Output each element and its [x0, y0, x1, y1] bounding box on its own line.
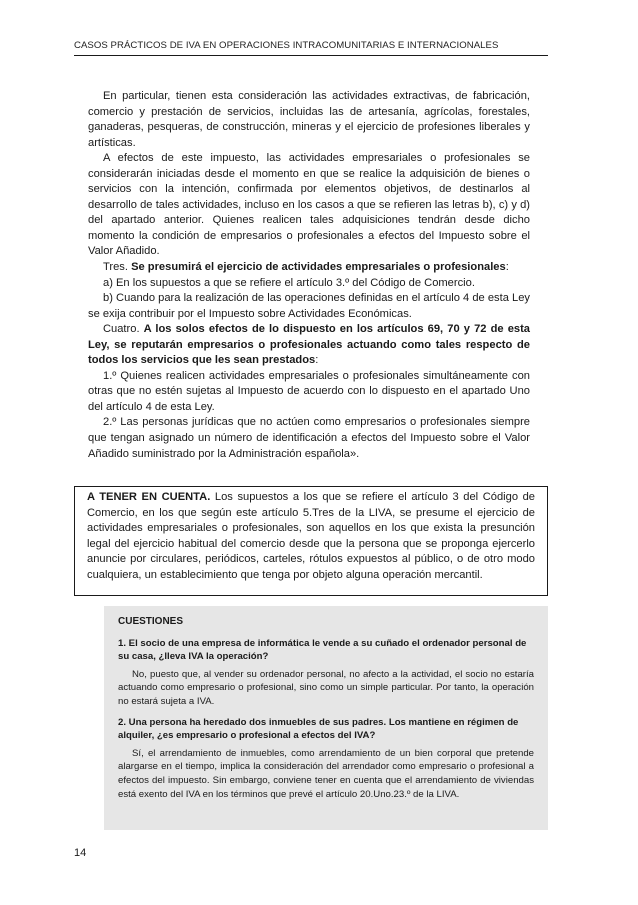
page-number: 14: [74, 847, 87, 859]
paragraph-item-b: b) Cuando para la realización de las operaciones definidas en el artículo 4 de esta Ley se exija contribuir por el Impuesto sobre Actividades Económicas.: [88, 292, 530, 320]
cuatro-prefix: Cuatro.: [103, 323, 144, 336]
note-lead: A TENER EN CUENTA.: [87, 491, 211, 503]
paragraph-item-a: a) En los supuestos a que se refiere el artículo 3.º del Código de Comercio.: [103, 276, 475, 289]
questions-title: CUESTIONES: [118, 616, 184, 627]
tres-bold: Se presumirá el ejercicio de actividades empresariales o profesionales: [131, 261, 506, 274]
running-header: CASOS PRÁCTICOS DE IVA EN OPERACIONES INTRACOMUNITARIAS E INTERNACIONALES: [74, 40, 499, 51]
question-2: 2. Una persona ha heredado dos inmuebles de sus padres. Los mantiene en régimen de alquiler, ¿es empresario o profesional a efectos del IVA?: [118, 716, 519, 742]
question-1: 1. El socio de una empresa de informática le vende a su cuñado el ordenador personal de su casa, ¿lleva IVA la operación?: [118, 637, 527, 663]
tres-suffix: :: [505, 261, 509, 274]
questions-box: [104, 606, 548, 830]
answer-1: No, puesto que, al vender su ordenador personal, no afecto a la actividad, el socio no estaría actuando como empresario o profesional, sino como un simple particular. Por tanto, la operación no estará sujeta a IVA.: [118, 668, 534, 707]
note-text: Los supuestos a los que se refiere el artículo 3 del Código de Comercio, en los que según este artículo 5.Tres de la LIVA, se presume el ejercicio de actividades empresariales o profesionales, son aquellos en los que exista la presunción legal del ejercicio habitual del comercio desde que la persona que se proponga ejercerlo anuncie por circulares, periódicos, carteles, rótulos expuestos al público, o de otro modo cualquiera, un establecimiento que tenga por objeto alguna operación mercantil.: [87, 491, 535, 581]
note-box: [74, 486, 548, 596]
paragraph-tres: [88, 260, 530, 276]
paragraph-cuatro: [88, 322, 530, 369]
cuatro-bold: A los solos efectos de lo dispuesto en los artículos 69, 70 y 72 de esta Ley, se reputarán empresarios o profesionales actuando como tales respecto de todos los servicios que les sean prestados: [88, 323, 530, 367]
paragraph-activities: En particular, tienen esta consideración las actividades extractivas, de fabricación, comercio y prestación de servicios, incluidas las de artesanía, agrícolas, forestales, ganaderas, pesqueras, de construcción, mineras y el ejercicio de profesiones liberales y artísticas.: [88, 90, 530, 149]
tres-prefix: Tres.: [103, 261, 132, 274]
answer-2: Sí, el arrendamiento de inmuebles, como arrendamiento de un bien corporal que pretende alargarse en el tiempo, implica la consideración del arrendador como empresario o profesional a efectos del impuesto. Sin embargo, conviene tener en cuenta que el arrendamiento de viviendas está exento del IVA en los términos que prevé el artículo 20.Uno.23.º de la LIVA.: [118, 747, 534, 800]
paragraph-start-of-activities: A efectos de este impuesto, las actividades empresariales o profesionales se considerarán iniciadas desde el momento en que se realice la adquisición de bienes o servicios con la intención, confirmada por elementos objetivos, de destinarlos al desarrollo de tales actividades, incluso en los casos a que se refieren las letras b), c) y d) del apartado anterior. Quienes realicen tales adquisiciones tendrán desde dicho momento la condición de empresarios o profesionales a efectos del Impuesto sobre el Valor Añadido.: [88, 152, 530, 258]
paragraph-item-1: 1.º Quienes realicen actividades empresariales o profesionales simultáneamente con otras que no estén sujetas al Impuesto de acuerdo con lo dispuesto en el apartado Uno del artículo 4 de esta Ley.: [88, 369, 530, 413]
paragraph-item-2: 2.º Las personas jurídicas que no actúen como empresarios o profesionales siempre que tengan asignado un número de identificación a efectos del Impuesto sobre el Valor Añadido suministrado por la Administración española».: [88, 416, 530, 460]
main-text: [88, 89, 530, 462]
cuatro-suffix: :: [315, 354, 319, 367]
header-rule: [74, 55, 548, 56]
